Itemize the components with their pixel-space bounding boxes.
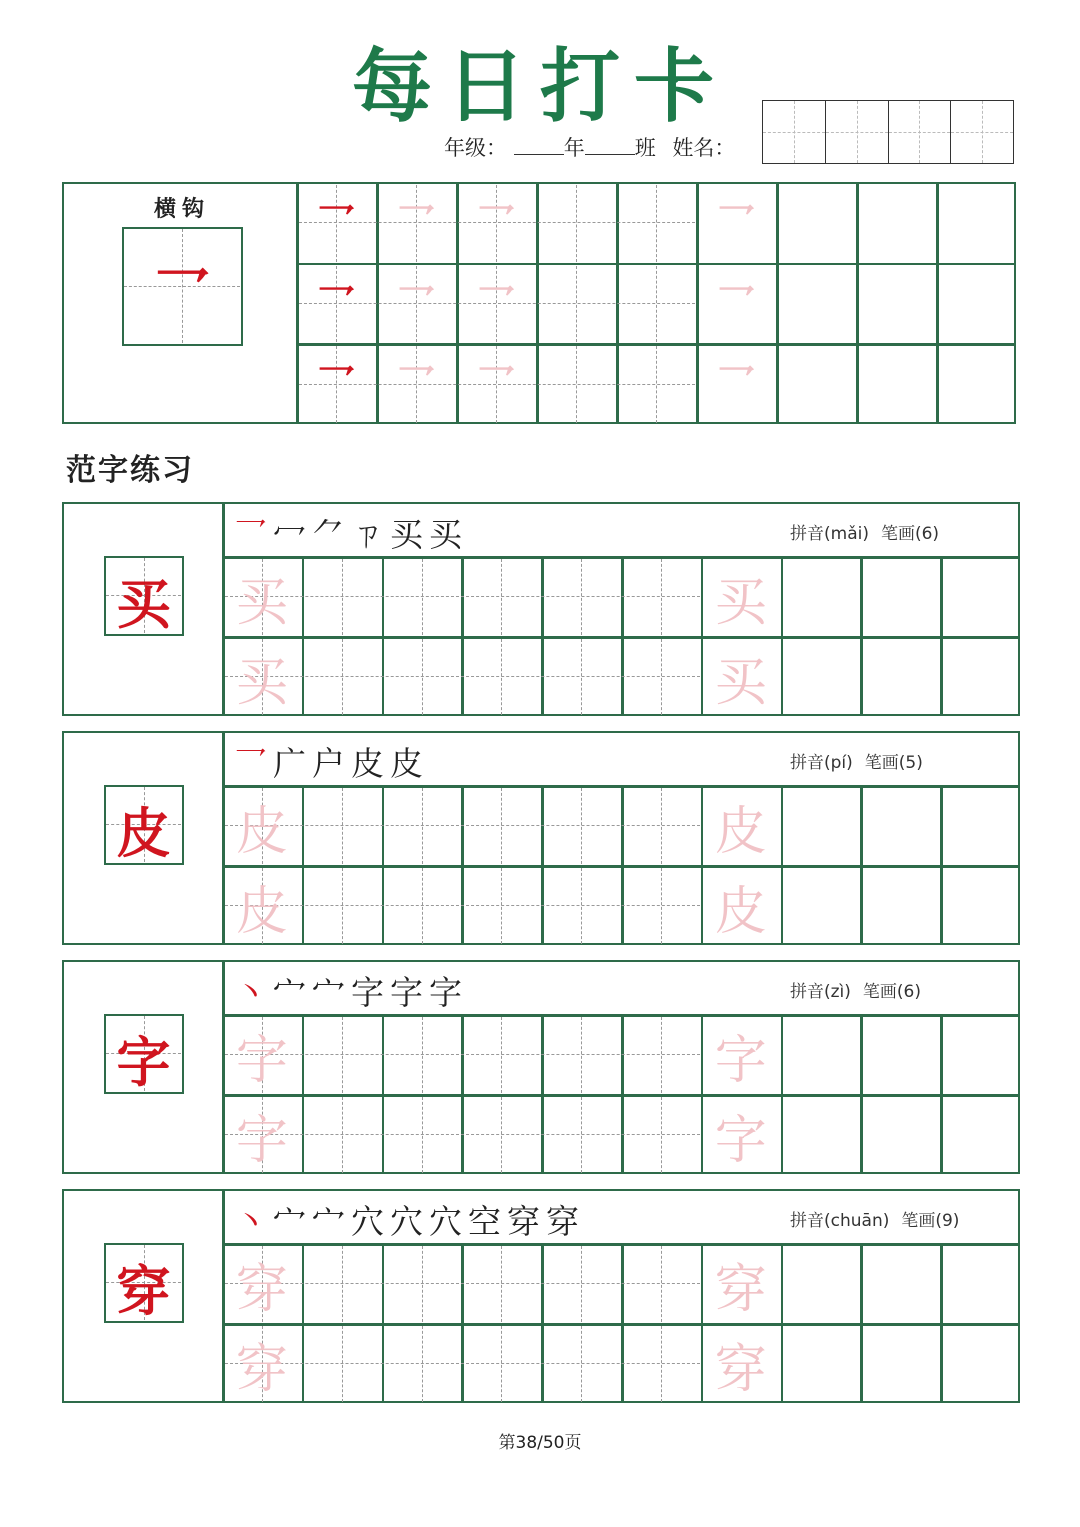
stroke-order-step: 穿 bbox=[546, 1202, 585, 1241]
stroke-order-step: 宀 bbox=[273, 973, 312, 1012]
writing-cell[interactable] bbox=[863, 1097, 938, 1172]
student-info bbox=[444, 132, 735, 162]
name-cell[interactable] bbox=[763, 101, 826, 163]
trace-character: 字 bbox=[714, 1031, 767, 1091]
stroke-trace-glyph: 乛 bbox=[476, 361, 515, 407]
writing-cell[interactable] bbox=[385, 1097, 460, 1172]
character-meta bbox=[790, 977, 921, 1002]
writing-cell[interactable] bbox=[225, 559, 300, 634]
trace-character: 字 bbox=[235, 1111, 288, 1171]
writing-cell[interactable] bbox=[863, 639, 938, 714]
writing-cell[interactable] bbox=[784, 1017, 859, 1092]
writing-cell[interactable] bbox=[704, 1017, 779, 1092]
model-character: 字 bbox=[116, 1030, 171, 1094]
grid-line bbox=[856, 182, 859, 424]
writing-cell[interactable] bbox=[863, 1246, 938, 1321]
writing-cell[interactable] bbox=[385, 868, 460, 943]
writing-cell[interactable] bbox=[544, 639, 619, 714]
guide-line bbox=[576, 185, 577, 262]
stroke-trace-glyph: 乛 bbox=[316, 200, 355, 245]
writing-cell[interactable] bbox=[863, 1017, 938, 1092]
trace-character: 皮 bbox=[235, 882, 288, 942]
pinyin-label: 拼音(chuān) bbox=[790, 1211, 890, 1231]
writing-cell[interactable] bbox=[225, 1246, 300, 1321]
writing-cell[interactable] bbox=[464, 1017, 539, 1092]
stroke-order-step: 买 bbox=[429, 515, 468, 554]
stroke-demo-box bbox=[122, 227, 243, 346]
trace-character: 穿 bbox=[714, 1260, 767, 1320]
grade-blank[interactable] bbox=[514, 136, 564, 155]
writing-cell[interactable] bbox=[624, 1326, 699, 1401]
writing-cell[interactable] bbox=[464, 1326, 539, 1401]
page-number: 第38/50页 bbox=[498, 1433, 582, 1453]
stroke-trace-glyph: 乛 bbox=[396, 361, 435, 407]
writing-cell[interactable] bbox=[385, 559, 460, 634]
stroke-order-step: 乛 bbox=[234, 744, 273, 783]
writing-cell[interactable] bbox=[943, 1326, 1018, 1401]
writing-cell[interactable] bbox=[544, 868, 619, 943]
writing-cell[interactable] bbox=[624, 788, 699, 863]
stroke-order-step: 宀 bbox=[312, 973, 351, 1012]
writing-cell[interactable] bbox=[943, 559, 1018, 634]
year-label: 年 bbox=[563, 136, 585, 160]
stroke-order-step: 字 bbox=[390, 973, 429, 1012]
writing-cell[interactable] bbox=[464, 639, 539, 714]
stroke-order-step: 广 bbox=[273, 744, 312, 783]
guide-line bbox=[576, 346, 577, 423]
writing-cell[interactable] bbox=[624, 639, 699, 714]
writing-cell[interactable] bbox=[863, 868, 938, 943]
stroke-practice-grid[interactable] bbox=[296, 182, 1016, 424]
writing-cell[interactable] bbox=[784, 788, 859, 863]
name-cell[interactable] bbox=[951, 101, 1013, 163]
writing-cell[interactable] bbox=[305, 788, 380, 863]
stroke-order-step: 丶 bbox=[234, 1202, 273, 1241]
trace-character: 穿 bbox=[235, 1260, 288, 1320]
writing-cell[interactable] bbox=[544, 788, 619, 863]
writing-cell[interactable] bbox=[863, 788, 938, 863]
stroke-count-label: 笔画(6) bbox=[880, 524, 940, 544]
stroke-order-step: 皮 bbox=[351, 744, 390, 783]
writing-cell[interactable] bbox=[305, 1017, 380, 1092]
section-title: 范字练习 bbox=[66, 453, 194, 488]
writing-cell[interactable] bbox=[943, 639, 1018, 714]
writing-cell[interactable] bbox=[225, 788, 300, 863]
class-label: 班 bbox=[634, 136, 656, 160]
stroke-order-step: 宀 bbox=[273, 1202, 312, 1241]
writing-cell[interactable] bbox=[784, 868, 859, 943]
writing-cell[interactable] bbox=[305, 868, 380, 943]
stroke-count-label: 笔画(5) bbox=[864, 753, 923, 773]
stroke-order-step: ⺈ bbox=[312, 515, 351, 554]
writing-cell[interactable] bbox=[544, 1326, 619, 1401]
writing-cell[interactable] bbox=[544, 1246, 619, 1321]
stroke-trace-glyph: 乛 bbox=[316, 280, 355, 326]
writing-cell[interactable] bbox=[624, 1097, 699, 1172]
stroke-order-step: 丶 bbox=[234, 973, 273, 1012]
stroke-trace-glyph: 乛 bbox=[716, 280, 755, 326]
stroke-count-label: 笔画(9) bbox=[901, 1211, 960, 1231]
grid-line bbox=[936, 182, 939, 424]
writing-cell[interactable] bbox=[385, 639, 460, 714]
stroke-count-label: 笔画(6) bbox=[862, 982, 922, 1002]
model-character-box bbox=[104, 1243, 184, 1323]
writing-cell[interactable] bbox=[784, 1246, 859, 1321]
writing-cell[interactable] bbox=[943, 1017, 1018, 1092]
pinyin-label: 拼音(pí) bbox=[790, 753, 853, 773]
writing-cell[interactable] bbox=[784, 559, 859, 634]
writing-cell[interactable] bbox=[464, 559, 539, 634]
character-meta bbox=[790, 1206, 959, 1231]
stroke-order-sequence bbox=[234, 967, 468, 1014]
stroke-order-step: 买 bbox=[390, 515, 429, 554]
stroke-order-step: 穿 bbox=[507, 1202, 546, 1241]
stroke-trace-glyph: 乛 bbox=[716, 361, 755, 407]
writing-cell[interactable] bbox=[624, 1017, 699, 1092]
stroke-order-sequence bbox=[234, 738, 429, 785]
stroke-order-step: ㄗ bbox=[351, 515, 390, 554]
writing-cell[interactable] bbox=[943, 1246, 1018, 1321]
trace-character: 字 bbox=[714, 1111, 767, 1171]
writing-cell[interactable] bbox=[704, 559, 779, 634]
writing-cell[interactable] bbox=[863, 559, 938, 634]
writing-cell[interactable] bbox=[863, 1326, 938, 1401]
stroke-demo-glyph: 乛 bbox=[154, 262, 210, 328]
writing-cell[interactable] bbox=[943, 868, 1018, 943]
stroke-trace-glyph: 乛 bbox=[476, 200, 515, 245]
writing-cell[interactable] bbox=[464, 868, 539, 943]
stroke-order-step: 字 bbox=[429, 973, 468, 1012]
stroke-order-step: 字 bbox=[351, 973, 390, 1012]
grid-line bbox=[776, 182, 779, 424]
stroke-order-step: 穴 bbox=[390, 1202, 429, 1241]
writing-cell[interactable] bbox=[305, 1326, 380, 1401]
guide-line bbox=[656, 185, 657, 262]
stroke-order-step: 皮 bbox=[390, 744, 429, 783]
character-meta bbox=[790, 748, 923, 773]
stroke-order-step: 空 bbox=[468, 1202, 507, 1241]
name-writing-box[interactable] bbox=[762, 100, 1014, 164]
writing-cell[interactable] bbox=[784, 1326, 859, 1401]
writing-cell[interactable] bbox=[385, 788, 460, 863]
trace-character: 皮 bbox=[714, 882, 767, 942]
writing-cell[interactable] bbox=[464, 1246, 539, 1321]
writing-cell[interactable] bbox=[704, 1326, 779, 1401]
model-character: 皮 bbox=[116, 801, 171, 865]
trace-character: 买 bbox=[235, 653, 288, 713]
writing-cell[interactable] bbox=[305, 1246, 380, 1321]
writing-cell[interactable] bbox=[385, 1326, 460, 1401]
writing-cell[interactable] bbox=[464, 1097, 539, 1172]
model-character: 穿 bbox=[116, 1259, 171, 1323]
writing-cell[interactable] bbox=[943, 1097, 1018, 1172]
pinyin-label: 拼音(mǎi) bbox=[790, 524, 869, 544]
model-character-box bbox=[104, 1014, 184, 1094]
trace-character: 穿 bbox=[235, 1340, 288, 1400]
trace-character: 字 bbox=[235, 1031, 288, 1091]
writing-cell[interactable] bbox=[225, 639, 300, 714]
stroke-trace-glyph: 乛 bbox=[396, 200, 435, 245]
stroke-order-sequence bbox=[234, 509, 468, 556]
trace-character: 皮 bbox=[235, 802, 288, 862]
name-cell[interactable] bbox=[826, 101, 889, 163]
writing-cell[interactable] bbox=[704, 1097, 779, 1172]
stroke-trace-glyph: 乛 bbox=[716, 200, 755, 245]
guide-line bbox=[656, 346, 657, 423]
stroke-trace-glyph: 乛 bbox=[316, 361, 355, 407]
writing-cell[interactable] bbox=[544, 1097, 619, 1172]
writing-cell[interactable] bbox=[943, 788, 1018, 863]
writing-cell[interactable] bbox=[704, 788, 779, 863]
writing-cell[interactable] bbox=[225, 868, 300, 943]
writing-cell[interactable] bbox=[385, 1017, 460, 1092]
writing-cell[interactable] bbox=[784, 639, 859, 714]
writing-cell[interactable] bbox=[704, 639, 779, 714]
model-character-box bbox=[104, 785, 184, 865]
writing-cell[interactable] bbox=[544, 1017, 619, 1092]
stroke-order-step: 宀 bbox=[312, 1202, 351, 1241]
writing-cell[interactable] bbox=[624, 1246, 699, 1321]
writing-cell[interactable] bbox=[624, 868, 699, 943]
writing-cell[interactable] bbox=[464, 788, 539, 863]
writing-cell[interactable] bbox=[704, 868, 779, 943]
page-title: 每日打卡 bbox=[352, 39, 728, 133]
writing-cell[interactable] bbox=[225, 1097, 300, 1172]
trace-character: 皮 bbox=[714, 802, 767, 862]
stroke-order-step: 户 bbox=[312, 744, 351, 783]
stroke-trace-glyph: 乛 bbox=[396, 280, 435, 326]
writing-cell[interactable] bbox=[784, 1097, 859, 1172]
trace-character: 穿 bbox=[714, 1340, 767, 1400]
writing-cell[interactable] bbox=[225, 1017, 300, 1092]
writing-cell[interactable] bbox=[704, 1246, 779, 1321]
stroke-order-step: 冖 bbox=[273, 515, 312, 554]
trace-character: 买 bbox=[714, 653, 767, 713]
writing-cell[interactable] bbox=[305, 1097, 380, 1172]
trace-character: 买 bbox=[235, 573, 288, 633]
trace-character: 买 bbox=[714, 573, 767, 633]
name-cell[interactable] bbox=[889, 101, 952, 163]
writing-cell[interactable] bbox=[305, 559, 380, 634]
character-meta bbox=[790, 519, 939, 544]
stroke-name: 横钩 bbox=[153, 196, 210, 222]
writing-cell[interactable] bbox=[385, 1246, 460, 1321]
model-character-box bbox=[104, 556, 184, 636]
writing-cell[interactable] bbox=[624, 559, 699, 634]
stroke-order-sequence bbox=[234, 1196, 585, 1243]
stroke-order-step: 乛 bbox=[234, 515, 273, 554]
writing-cell[interactable] bbox=[225, 1326, 300, 1401]
writing-cell[interactable] bbox=[544, 559, 619, 634]
stroke-order-step: 穴 bbox=[351, 1202, 390, 1241]
name-label: 姓名： bbox=[672, 136, 736, 160]
class-blank[interactable] bbox=[585, 136, 635, 155]
stroke-order-step: 穴 bbox=[429, 1202, 468, 1241]
grade-label: 年级： bbox=[444, 136, 507, 160]
pinyin-label: 拼音(zì) bbox=[790, 982, 851, 1002]
writing-cell[interactable] bbox=[305, 639, 380, 714]
stroke-trace-glyph: 乛 bbox=[476, 280, 515, 326]
model-character: 买 bbox=[116, 572, 171, 636]
